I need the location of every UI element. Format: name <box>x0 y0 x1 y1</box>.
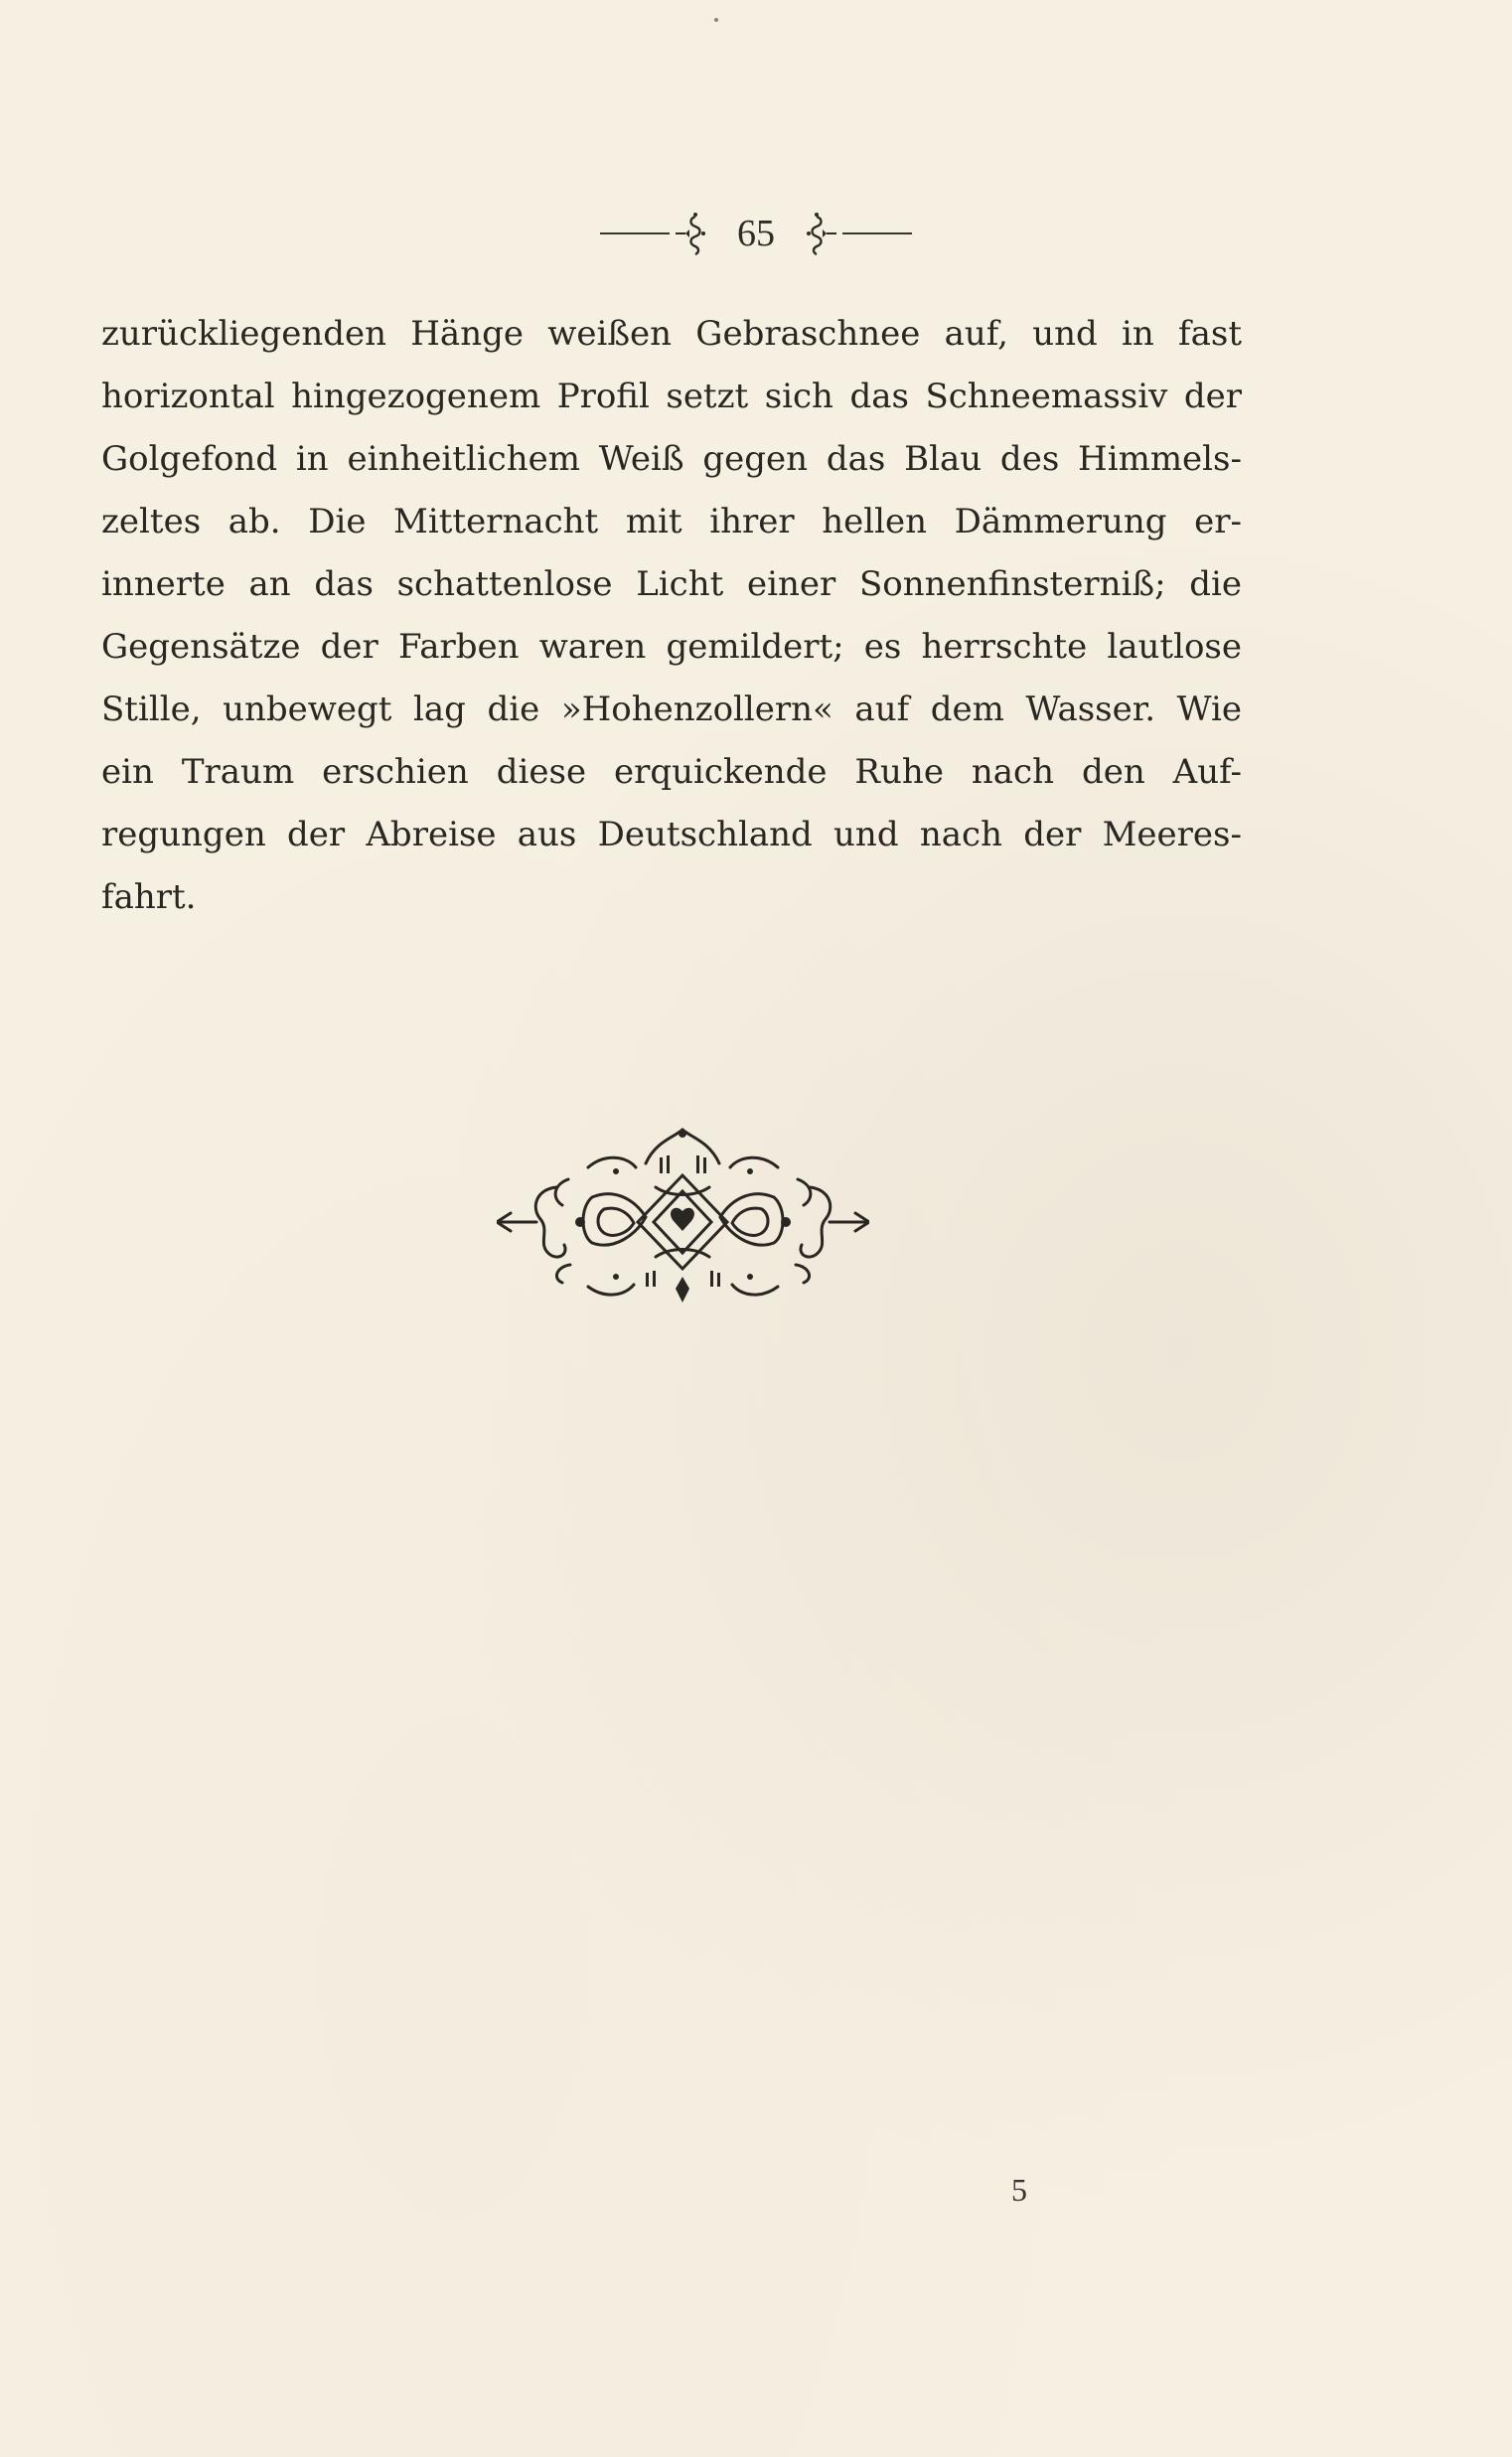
text-line: zurückliegenden Hänge weißen Gebraschnee auf, und in fast <box>101 314 1242 354</box>
signature-mark: 5 <box>1011 2172 1027 2208</box>
header-rule-left <box>600 232 670 234</box>
page-speck <box>714 18 718 22</box>
header-rule-right <box>842 232 912 234</box>
text-line: regungen der Abreise aus Deutschland und nach der Meeres- <box>101 815 1242 854</box>
text-line: Gegensätze der Farben waren gemildert; es herrschte lautlose <box>101 627 1242 667</box>
text-line: zeltes ab. Die Mitternacht mit ihrer hellen Dämmerung er- <box>101 502 1242 541</box>
text-line: innerte an das schattenlose Licht einer Sonnenfinsterniß; die <box>101 564 1242 604</box>
body-paragraph <box>101 303 1242 929</box>
ornamental-vignette-icon <box>497 1128 869 1305</box>
fleuron-right-icon <box>805 211 838 256</box>
text-line: Stille, unbewegt lag die »Hohenzollern« auf dem Wasser. Wie <box>101 690 1242 729</box>
text-line: ein Traum erschien diese erquickende Ruhe nach den Auf- <box>101 752 1242 792</box>
text-line-last: fahrt. <box>101 877 197 917</box>
fleuron-left-icon <box>674 211 707 256</box>
running-header <box>0 207 1512 260</box>
text-line: horizontal hingezogenem Profil setzt sich das Schneemassiv der <box>101 377 1242 416</box>
text-line: Golgefond in einheitlichem Weiß gegen das Blau des Himmels- <box>101 439 1242 479</box>
page-number: 65 <box>737 213 775 254</box>
